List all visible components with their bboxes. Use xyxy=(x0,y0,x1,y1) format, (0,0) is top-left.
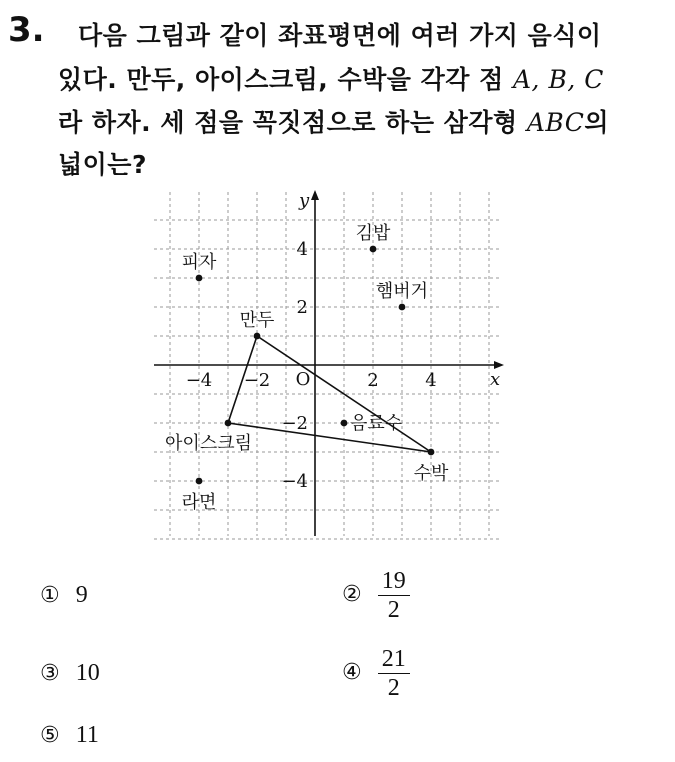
question-text-4: 넓이는? xyxy=(58,150,147,179)
x-tick-label: −4 xyxy=(185,370,213,391)
choice-1-value: 9 xyxy=(75,582,88,608)
choice-3-mark: ③ xyxy=(40,661,60,686)
choice-1-mark: ① xyxy=(40,583,60,608)
choice-4-denominator: 2 xyxy=(387,675,400,701)
x-axis-arrow xyxy=(494,361,504,369)
choice-3-value: 10 xyxy=(75,660,100,686)
point-drink xyxy=(341,420,348,427)
origin-label: O xyxy=(295,369,311,390)
choice-2-numerator: 19 xyxy=(381,568,406,594)
y-tick-label: −4 xyxy=(281,471,308,492)
choice-5-value: 11 xyxy=(75,722,99,748)
choice-4-numerator: 21 xyxy=(381,646,406,672)
point-name-c: C xyxy=(584,65,604,94)
x-tick-label: 2 xyxy=(367,370,379,391)
question-line-3: 라 하자. 세 점을 꼭짓점으로 하는 삼각형 ABC의 xyxy=(58,108,610,137)
point-gimbap xyxy=(370,246,377,253)
question-line-4 xyxy=(58,145,147,181)
choice-4[interactable] xyxy=(342,645,410,702)
point-label-hamburger: 햄버거 xyxy=(375,281,429,302)
y-tick-label: 4 xyxy=(296,239,308,260)
choice-2[interactable] xyxy=(342,567,410,624)
y-axis-label: y xyxy=(299,190,310,211)
y-axis-arrow xyxy=(311,190,319,200)
point-ramen xyxy=(196,478,203,485)
point-icecream xyxy=(225,420,232,427)
question-text-3: 라 하자. 세 점을 꼭짓점으로 하는 삼각형 xyxy=(58,108,527,137)
point-label-watermelon: 수박 xyxy=(413,463,449,484)
choice-4-mark: ④ xyxy=(342,660,362,686)
point-watermelon xyxy=(428,449,435,456)
point-label-drink: 음료수 xyxy=(350,413,403,434)
point-pizza xyxy=(196,275,203,282)
question-number: 3. xyxy=(8,10,45,50)
y-tick-label: −2 xyxy=(281,413,308,434)
choice-3[interactable] xyxy=(40,660,100,687)
choice-2-mark: ② xyxy=(342,582,362,608)
x-tick-label: 4 xyxy=(425,370,437,391)
point-hamburger xyxy=(399,304,406,311)
choice-2-fraction xyxy=(378,567,410,624)
coordinate-plane xyxy=(150,188,506,540)
choice-5[interactable] xyxy=(40,722,99,749)
y-tick-label: 2 xyxy=(296,297,308,318)
point-label-icecream: 아이스크림 xyxy=(165,433,252,454)
question-text-2: 있다. 만두, 아이스크림, 수박을 각각 점 xyxy=(58,65,513,94)
question-line-2: 있다. 만두, 아이스크림, 수박을 각각 점 A, B, C xyxy=(58,65,604,94)
point-label-mandu: 만두 xyxy=(239,310,275,331)
question-line-1 xyxy=(58,16,602,52)
point-label-ramen: 라면 xyxy=(181,492,217,513)
x-tick-label: −2 xyxy=(243,370,271,391)
point-label-gimbap: 김밥 xyxy=(355,223,391,244)
choice-1[interactable] xyxy=(40,582,88,609)
choice-4-fraction xyxy=(378,645,410,702)
point-label-pizza: 피자 xyxy=(181,252,217,273)
question-text-1: 다음 그림과 같이 좌표평면에 여러 가지 음식이 xyxy=(78,21,602,50)
choice-5-mark: ⑤ xyxy=(40,723,60,748)
x-axis-label: x xyxy=(490,369,501,390)
choice-2-denominator: 2 xyxy=(387,597,400,623)
point-name-a: A xyxy=(512,65,532,94)
triangle-name: ABC xyxy=(526,108,585,137)
point-name-b: B xyxy=(548,65,568,94)
point-mandu xyxy=(254,333,261,340)
